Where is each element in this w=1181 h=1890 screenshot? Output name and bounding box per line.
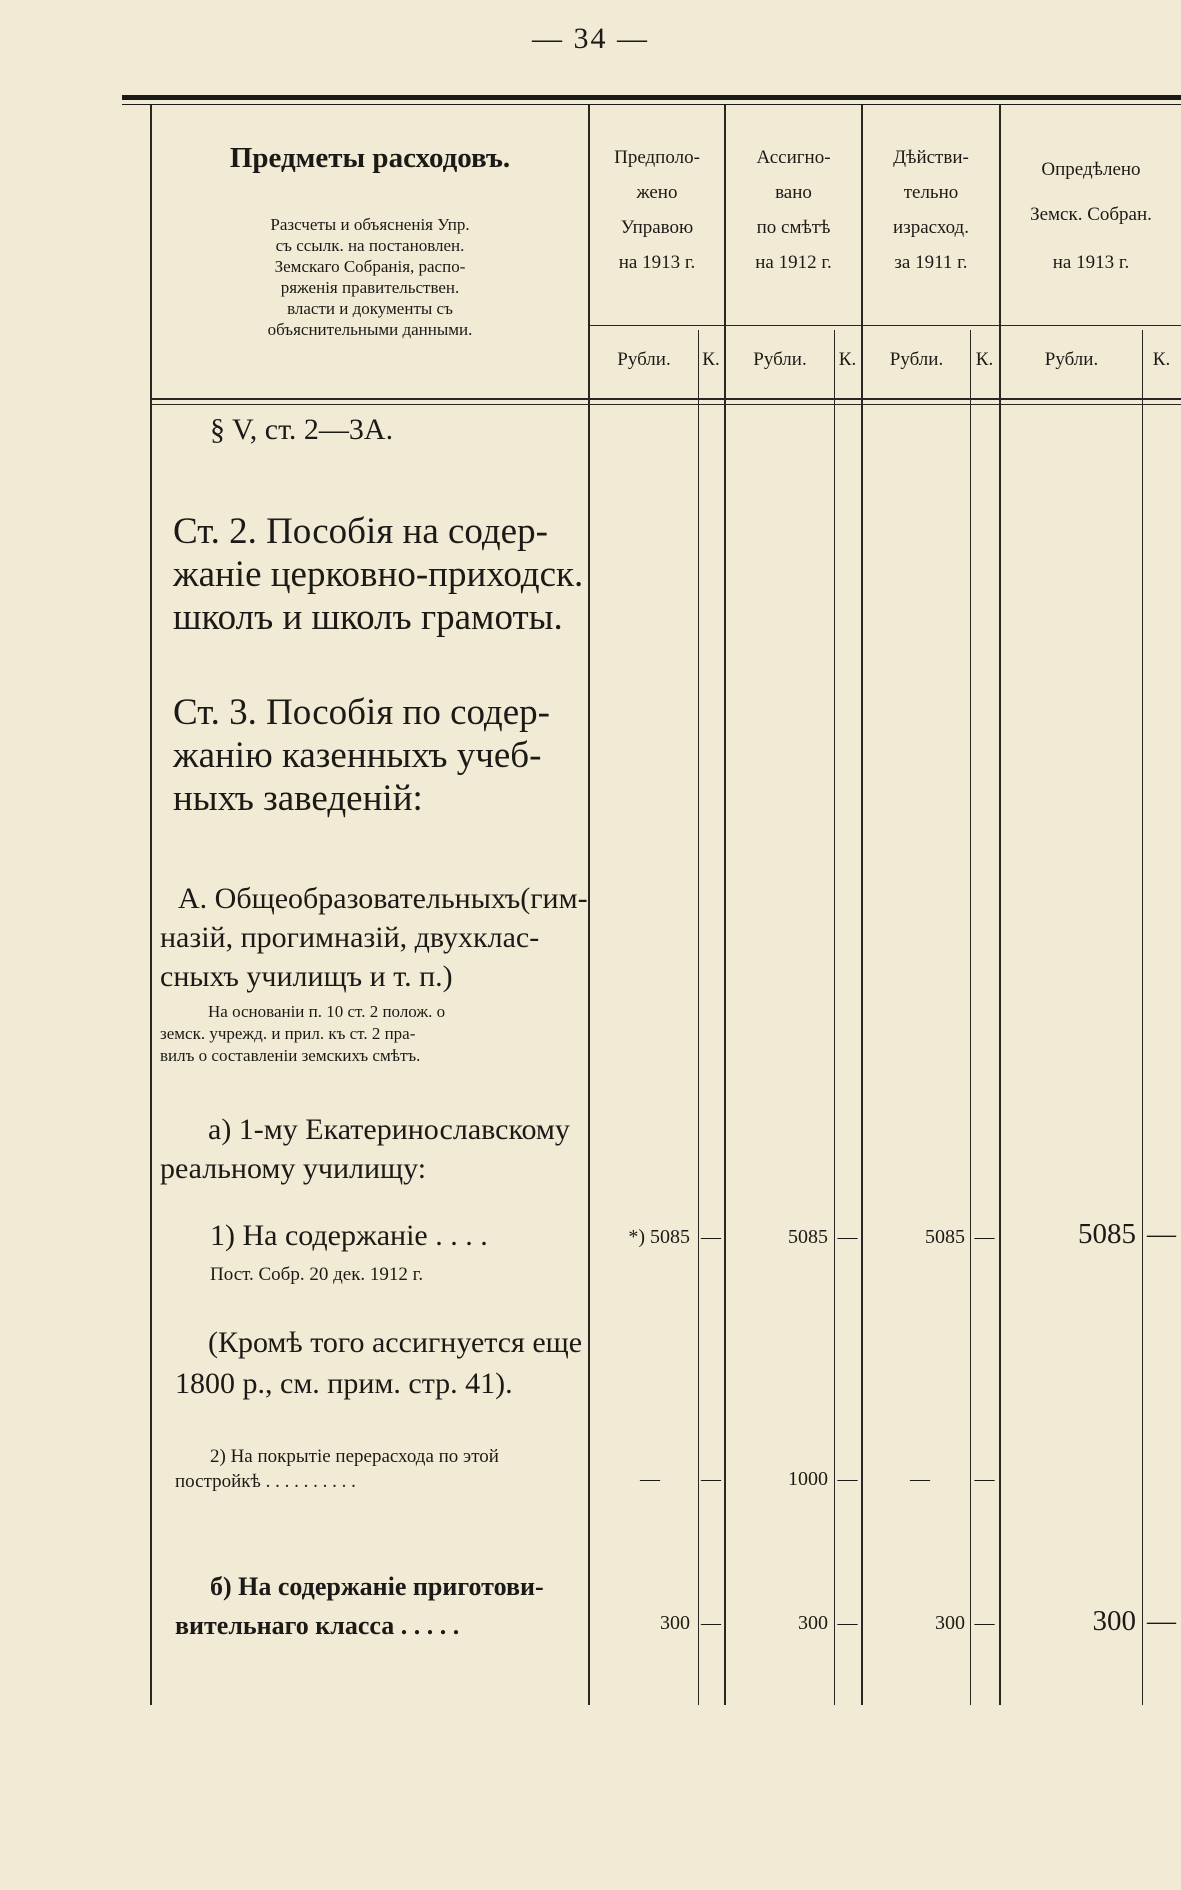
col3-header-2: тельно <box>903 182 959 203</box>
col1-header-3: Управою <box>620 217 694 238</box>
row1-col2-kop: — <box>837 1226 858 1248</box>
top-rule <box>122 95 1181 100</box>
row2-col2-value: 1000 <box>788 1468 828 1490</box>
header-title: Предметы расходовъ. <box>229 142 511 174</box>
col2-header-3: по смѣтѣ <box>756 217 831 238</box>
col3-header-3: израсход. <box>893 217 969 238</box>
row3-col4-kop: — <box>1147 1605 1176 1637</box>
header-subtitle-3: Земскаго Собранія, распо- <box>274 257 466 276</box>
col3-header-4: за 1911 г. <box>894 252 968 273</box>
partA-line-2: назій, прогимназій, двухклас- <box>160 921 540 954</box>
col3-rub-label: Рубли. <box>889 349 944 370</box>
art2-line-2: жаніе церковно-приходск. <box>173 554 584 595</box>
subheader-rule <box>590 325 1181 326</box>
header-subtitle-4: ряженія правительствен. <box>280 278 460 297</box>
item-a-line-2: реальному училищу: <box>160 1152 427 1185</box>
row1-col3-value: 5085 <box>925 1226 965 1248</box>
row1-col1-value: *) 5085 <box>628 1226 690 1248</box>
row2-col2-kop: — <box>837 1468 858 1490</box>
partA-line-3: сныхъ училищъ и т. п.) <box>160 960 453 993</box>
header-bottom-rule-2 <box>150 404 1181 405</box>
row2-col3-value: — <box>910 1468 930 1490</box>
art2-line-1: Ст. 2. Пособія на содер- <box>173 511 548 552</box>
row2-col1-kop: — <box>701 1468 721 1490</box>
row3-col2-value: 300 <box>798 1612 828 1634</box>
col1-kop-label: К. <box>702 349 720 370</box>
table-left-border <box>150 105 152 1705</box>
col1-header-1: Предполо- <box>614 147 700 168</box>
row2-label-line-1: 2) На покрытіе перерасхода по этой <box>210 1446 499 1467</box>
col3-header-1: Дѣйстви- <box>893 147 969 168</box>
header-subtitle-1: Разсчеты и объясненія Упр. <box>270 215 470 234</box>
section-heading: § V, ст. 2—3А. <box>210 413 394 446</box>
art3-line-1: Ст. 3. Пособія по содер- <box>173 692 550 733</box>
item-a-line-1: а) 1-му Екатеринославскому <box>208 1113 570 1146</box>
partA-note-3: вилъ о составленіи земскихъ смѣтъ. <box>160 1046 421 1065</box>
art3-line-2: жанію казенныхъ учеб- <box>173 735 542 776</box>
row1-col2-value: 5085 <box>788 1226 828 1248</box>
col4-header-3: на 1913 г. <box>1052 252 1130 273</box>
row3-col2-kop: — <box>837 1612 858 1634</box>
header-subtitle-5: власти и документы съ <box>287 299 453 318</box>
row3-col4-value: 300 <box>1092 1605 1136 1637</box>
col4-header-2: Земск. Собран. <box>1030 204 1152 225</box>
row1-col4-value: 5085 <box>1078 1218 1136 1250</box>
col4-header-1: Опредѣлено <box>1041 159 1141 180</box>
row2-col3-kop: — <box>974 1468 995 1490</box>
col-divider-1a <box>698 330 699 1705</box>
art3-line-3: ныхъ заведеній: <box>173 778 423 819</box>
header-subtitle-2: съ ссылк. на постановлен. <box>275 236 465 255</box>
extra-note-line-2: 1800 р., см. прим. стр. 41). <box>175 1367 513 1400</box>
col1-header-2: жено <box>636 182 678 203</box>
row1-col1-kop: — <box>701 1226 721 1248</box>
row1-label: 1) На содержаніе . . . . <box>210 1219 488 1252</box>
col-divider-3a <box>970 330 971 1705</box>
row1-note: Пост. Собр. 20 дек. 1912 г. <box>210 1264 424 1285</box>
row3-label-line-1: б) На содержаніе приготови- <box>210 1572 544 1601</box>
col2-header-1: Ассигно- <box>756 147 831 168</box>
row2-label-line-2: постройкѣ . . . . . . . . . . <box>175 1471 356 1492</box>
extra-note-line-1: (Кромѣ того ассигнуется еще <box>208 1326 583 1359</box>
col2-header-4: на 1912 г. <box>755 252 832 273</box>
header-subtitle-6: объяснительными данными. <box>267 320 473 339</box>
row3-label-line-2: вительнаго класса . . . . . <box>175 1611 460 1640</box>
row1-col4-kop: — <box>1147 1218 1176 1250</box>
page-number: — 34 — <box>532 22 649 55</box>
col4-kop-label: К. <box>1152 349 1171 370</box>
art2-line-3: школъ и школъ грамоты. <box>173 597 563 638</box>
col2-rub-label: Рубли. <box>753 349 807 370</box>
top-rule-thin <box>122 104 1181 105</box>
row3-col1-kop: — <box>701 1612 721 1634</box>
col-divider-2a <box>834 330 835 1705</box>
header-bottom-rule <box>150 398 1181 400</box>
partA-line-1: А. Общеобразовательныхъ(гим- <box>178 882 588 915</box>
col2-header-2: вано <box>775 182 812 203</box>
partA-note-2: земск. учрежд. и прил. къ ст. 2 пра- <box>160 1024 416 1043</box>
row2-col1-value: — <box>640 1468 660 1490</box>
row3-col1-value: 300 <box>660 1612 690 1634</box>
col2-kop-label: К. <box>838 349 857 370</box>
row3-col3-value: 300 <box>935 1612 965 1634</box>
row3-col3-kop: — <box>974 1612 995 1634</box>
partA-note-1: На основаніи п. 10 ст. 2 полож. о <box>208 1002 446 1021</box>
col4-rub-label: Рубли. <box>1044 349 1099 370</box>
col-divider-4a <box>1142 330 1143 1705</box>
col1-rub-label: Рубли. <box>617 349 671 370</box>
col1-header-4: на 1913 г. <box>618 252 696 273</box>
col3-kop-label: К. <box>975 349 994 370</box>
row1-col3-kop: — <box>974 1226 995 1248</box>
